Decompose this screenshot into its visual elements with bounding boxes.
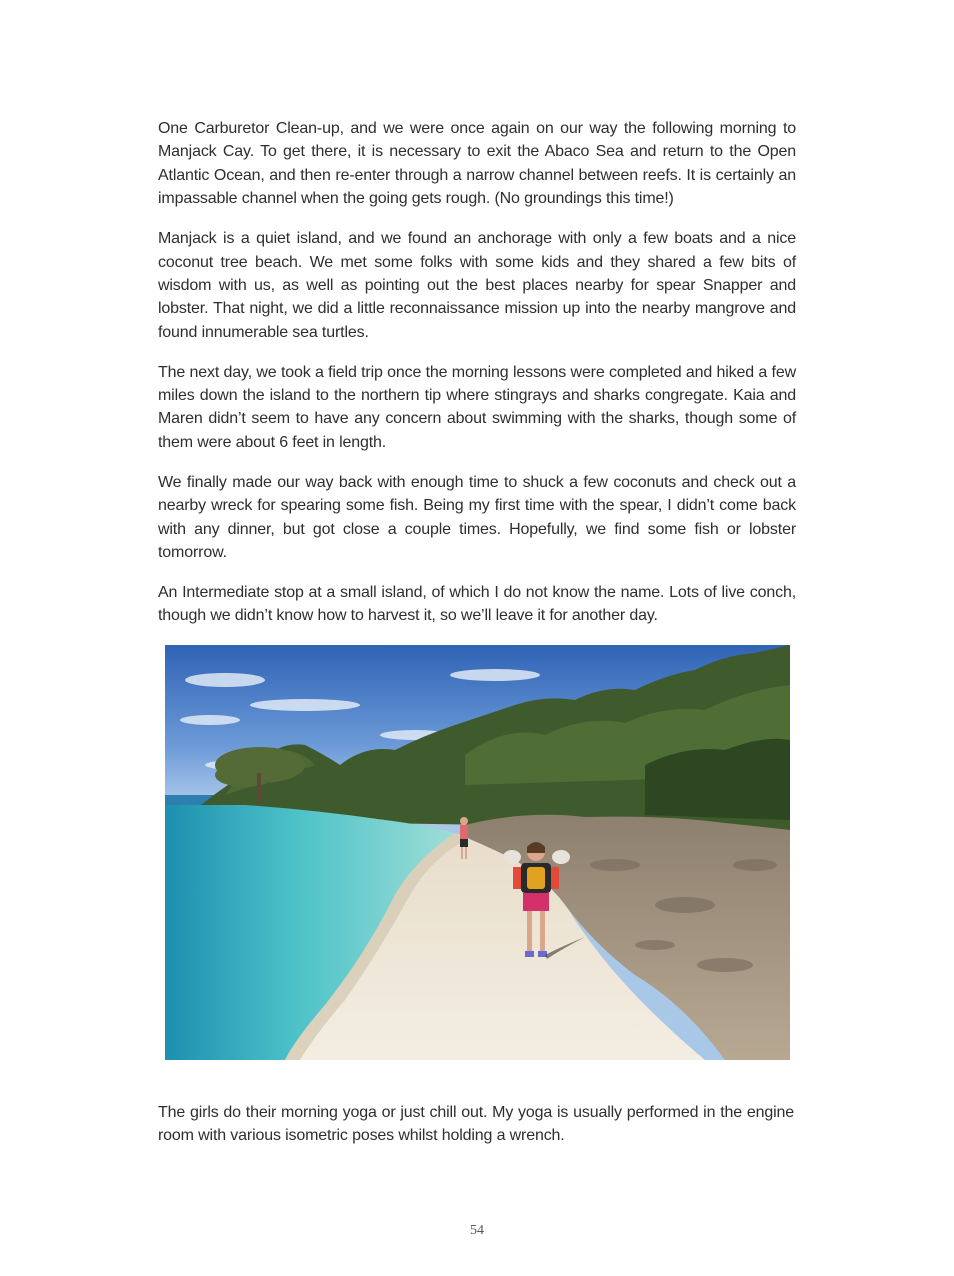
page-number: 54: [470, 1223, 484, 1238]
paragraph-5: An Intermediate stop at a small island, of which I do not know the name. Lots of live conch, though we didn’t know how to harvest it, so we’ll leave it for another day.: [158, 583, 796, 625]
body-text: [158, 117, 796, 644]
paragraph-3: The next day, we took a field trip once the morning lessons were completed and hiked a few miles down the island to the northern tip where stingrays and sharks congregate. Kaia and Maren didn’t seem to have any concern about swimming with the sharks, though some of them were about 6 feet in length.: [158, 363, 796, 451]
photo-caption: The girls do their morning yoga or just chill out. My yoga is usually performed in the engine room with various isometric poses whilst holding a wrench.: [158, 1104, 794, 1145]
paragraph-4: We finally made our way back with enough time to shuck a few coconuts and check out a nearby wreck for spearing some fish. Being my first time with the spear, I didn’t come back with any dinner, but got close a couple times. Hopefully, we find some fish or lobster tomorrow.: [158, 473, 796, 561]
paragraph-1: One Carburetor Clean-up, and we were once again on our way the following morning to Manjack Cay. To get there, it is necessary to exit the Abaco Sea and return to the Open Atlantic Ocean, and then re-enter through a narrow channel between reefs. It is certainly an impassable channel when the going gets rough. (No groundings this time!): [158, 120, 796, 208]
beach-photo: [165, 645, 790, 1060]
paragraph-2: Manjack is a quiet island, and we found an anchorage with only a few boats and a nice coconut tree beach. We met some folks with some kids and they shared a few bits of wisdom with us, as well as pointing out the best places nearby for spear Snapper and lobster. That night, we did a little reconnaissance mission up into the nearby mangrove and found innumerable sea turtles.: [158, 230, 796, 341]
